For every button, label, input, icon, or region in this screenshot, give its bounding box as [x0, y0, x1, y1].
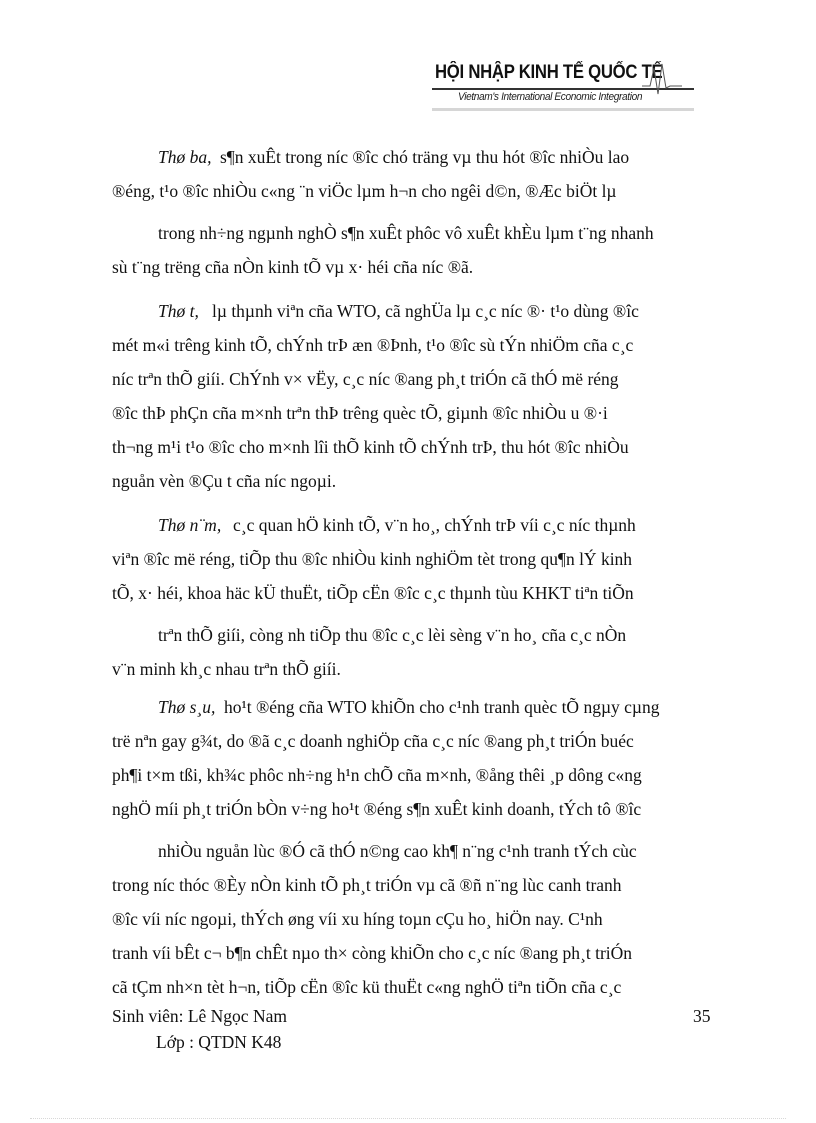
text-line — [0, 728, 816, 754]
text-content: nghÖ míi ph¸t triÓn bÒn v÷ng ho¹t ®éng s¶n xuÊt kinh doanh, tÝch tô ®îc — [112, 799, 642, 819]
page-number: 35 — [693, 1006, 711, 1026]
text-content: cã tÇm nh×n tèt h¬n, tiÕp cËn ®îc kü thuËt c«ng nghÖ tiªn tiÕn cña c¸c — [112, 977, 622, 997]
logo-title: HỘI NHẬP KINH TẾ QUỐC TẾ — [435, 62, 663, 83]
text-content: tÕ, x· héi, khoa häc kÜ thuËt, tiÕp cËn ®îc c¸c thµnh tùu KHKT tiªn tiÕn — [112, 583, 634, 603]
text-content: ®îc víi níc ngoµi, thÝch øng víi xu híng toµn cÇu ho¸ hiÖn nay. C¹nh — [112, 909, 603, 929]
text-content: ph¶i t×m tßi, kh¾c phôc nh÷ng h¹n chÕ cña m×nh, ®ång thêi ¸p dông c«ng — [112, 765, 642, 785]
text-line — [0, 254, 816, 280]
text-line — [0, 906, 816, 932]
text-content: ®éng, t¹o ®îc nhiÒu c«ng ¨n viÖc lµm h¬n cho ngêi d©n, ®Æc biÖt lµ — [112, 181, 617, 201]
text-content: níc trªn thÕ giíi. ChÝnh v× vËy, c¸c níc ®ang ph¸t triÓn cã thÓ më réng — [112, 369, 619, 389]
text-line — [0, 694, 816, 720]
text-line — [0, 622, 816, 648]
text-line — [0, 366, 816, 392]
text-content: viªn ®îc më réng, tiÕp thu ®îc nhiÒu kinh nghiÖm tèt trong qu¶n lÝ kinh — [112, 549, 633, 569]
heartbeat-icon — [642, 58, 682, 98]
text-content: sù t¨ng trëng cña nÒn kinh tÕ vµ x· héi cña níc ®ã. — [112, 257, 474, 277]
text-line — [0, 298, 816, 324]
text-line — [0, 546, 816, 572]
text-content: trë nªn gay g¾t, do ®ã c¸c doanh nghiÖp cña c¸c níc ®ang ph¸t triÓn buéc — [112, 731, 634, 751]
text-line — [0, 178, 816, 204]
text-content: tranh víi bÊt c¬ b¶n chÊt nµo th× còng khiÕn cho c¸c níc ®ang ph¸t triÓn — [112, 943, 633, 963]
paragraph-lead: Thø n¨m, — [158, 515, 222, 535]
text-line — [0, 332, 816, 358]
text-line — [0, 762, 816, 788]
text-content: mét m«i trêng kinh tÕ, chÝnh trÞ æn ®Þnh, t¹o ®îc sù tÝn nhiÖm cña c¸c — [112, 335, 634, 355]
text-content: nhiÒu nguån lùc ®Ó cã thÓ n©ng cao kh¶ n¨ng c¹nh tranh tÝch cùc — [158, 841, 637, 861]
page-bottom-rule — [30, 1118, 786, 1119]
text-content: th¬ng m¹i t¹o ®îc cho m×nh lîi thÕ kinh tÕ chÝnh trÞ, thu hót ®îc nhiÒu — [112, 437, 629, 457]
text-line — [0, 512, 816, 538]
paragraph-lead: Thø ba, — [158, 147, 212, 167]
text-content: lµ thµnh viªn cña WTO, cã nghÜa lµ c¸c níc ®· t¹o dùng ®îc — [212, 301, 639, 321]
text-content: ho¹t ®éng cña WTO khiÕn cho c¹nh tranh quèc tÕ ngµy cµng — [224, 697, 660, 717]
logo-bottom-bar — [432, 108, 694, 111]
text-line — [0, 580, 816, 606]
text-line — [0, 796, 816, 822]
text-line — [0, 144, 816, 170]
text-content: s¶n xuÊt trong níc ®îc chó träng vµ thu hót ®îc nhiÒu lao — [220, 147, 630, 167]
text-content: trong níc thóc ®Èy nÒn kinh tÕ ph¸t triÓn vµ cã ®ñ n¨ng lùc canh tranh — [112, 875, 622, 895]
text-line — [0, 940, 816, 966]
text-line — [0, 468, 816, 494]
text-line — [0, 434, 816, 460]
logo-subtitle: Vietnam's International Economic Integration — [458, 91, 643, 103]
text-line — [0, 400, 816, 426]
text-content: c¸c quan hÖ kinh tÕ, v¨n ho¸, chÝnh trÞ víi c¸c níc thµnh — [233, 515, 636, 535]
text-content: trªn thÕ giíi, còng nh tiÕp thu ®îc c¸c lèi sèng v¨n ho¸ cña c¸c nÒn — [158, 625, 627, 645]
text-line — [0, 838, 816, 864]
header-logo — [418, 56, 694, 118]
text-content: trong nh÷ng ngµnh nghÒ s¶n xuÊt phôc vô xuÊt khÈu lµm t¨ng nhanh — [158, 223, 654, 243]
text-content: nguån vèn ®Çu t cña níc ngoµi. — [112, 471, 337, 491]
student-name: Sinh viên: Lê Ngọc Nam — [112, 1006, 287, 1026]
class-name: Lớp : QTDN K48 — [156, 1032, 282, 1052]
text-content: v¨n minh kh¸c nhau trªn thÕ giíi. — [112, 659, 341, 679]
text-line — [0, 220, 816, 246]
text-content: ®îc thÞ phÇn cña m×nh trªn thÞ trêng quèc tÕ, giµnh ®îc nhiÒu u ®·i — [112, 403, 608, 423]
text-line — [0, 872, 816, 898]
text-line — [0, 974, 816, 1000]
paragraph-lead: Thø s¸u, — [158, 697, 216, 717]
text-line — [0, 656, 816, 682]
paragraph-lead: Thø t, — [158, 301, 199, 321]
